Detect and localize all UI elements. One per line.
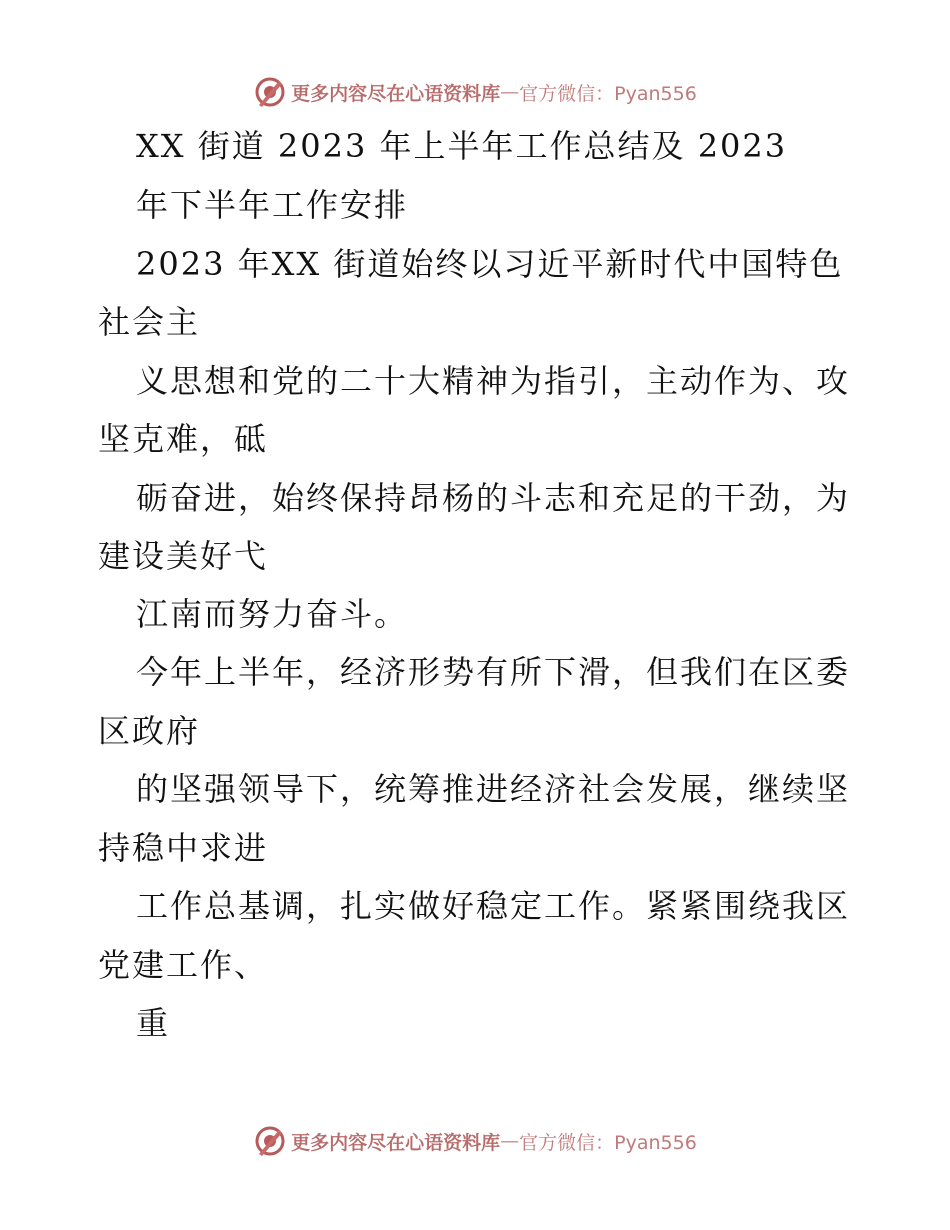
pen-logo-icon xyxy=(253,75,287,109)
paragraph-line: 工作总基调，扎实做好稳定工作。紧紧围绕我区 xyxy=(136,887,851,925)
footer-watermark xyxy=(0,1121,950,1161)
paragraph-line: 社会主 xyxy=(98,303,201,341)
paragraph-line: 江南而努力奋斗。 xyxy=(136,595,409,633)
paragraph-line: 区政府 xyxy=(98,712,201,750)
pen-logo-icon xyxy=(253,1124,287,1158)
paragraph-line: 党建工作、 xyxy=(98,946,269,984)
title-line-1: XX 街道 2023 年上半年工作总结及 2023 xyxy=(136,127,788,165)
paragraph-line: 坚克难，砥 xyxy=(98,420,269,458)
paragraph-line: 持稳中求进 xyxy=(98,829,269,867)
paragraph-line: 的坚强领导下，统筹推进经济社会发展，继续坚 xyxy=(136,770,851,808)
watermark-dash: — xyxy=(500,81,520,103)
paragraph-line: 2023 年XX 街道始终以习近平新时代中国特色 xyxy=(136,245,844,283)
paragraph-line: 今年上半年，经济形势有所下滑，但我们在区委 xyxy=(136,653,851,691)
paragraph-line: 重 xyxy=(136,1004,171,1042)
header-watermark xyxy=(0,72,950,112)
watermark-wechat: 官方微信：Pyan556 xyxy=(519,82,697,105)
paragraph-line: 建设美好弋 xyxy=(98,537,269,575)
watermark-text: 更多内容尽在心语资料库 xyxy=(291,1131,501,1154)
title-line-2: 年下半年工作安排 xyxy=(136,186,409,224)
paragraph-line: 义思想和党的二十大精神为指引，主动作为、攻 xyxy=(136,362,851,400)
paragraph-line: 砺奋进，始终保持昂杨的斗志和充足的干劲，为 xyxy=(136,479,851,517)
watermark-wechat: 官方微信：Pyan556 xyxy=(519,1131,697,1154)
watermark-dash: — xyxy=(500,1130,520,1152)
watermark-text: 更多内容尽在心语资料库 xyxy=(291,82,501,105)
